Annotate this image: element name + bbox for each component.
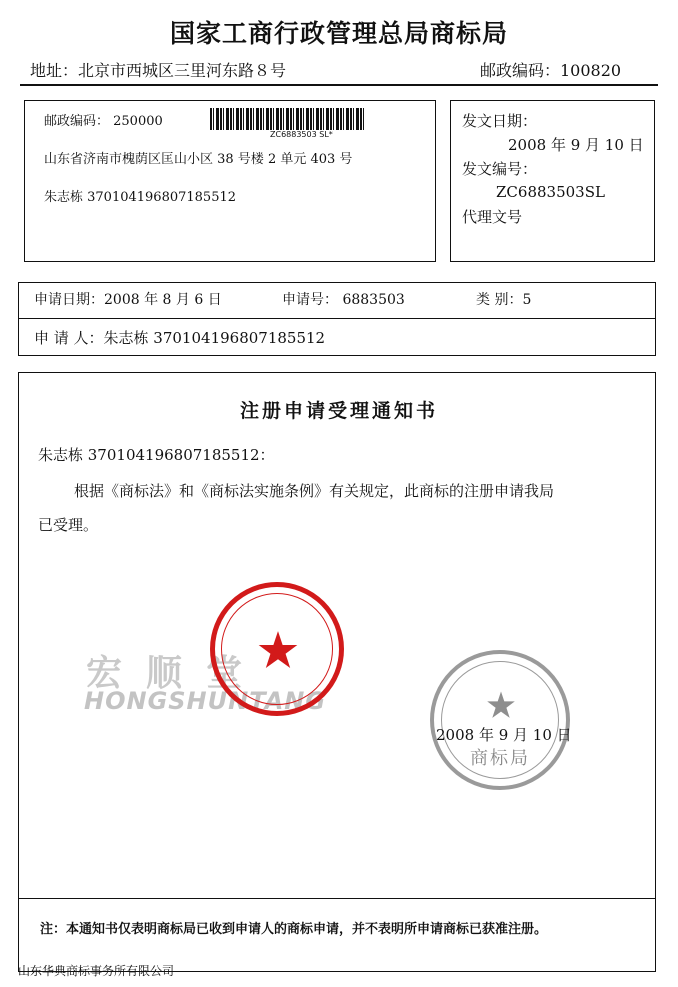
- dispatch-date-value: 2008 年 9 月 10 日: [508, 136, 644, 154]
- page-title: 国家工商行政管理总局商标局: [169, 19, 508, 48]
- notice-addressee: 朱志栋 370104196807185512：: [38, 446, 275, 464]
- recipient-address: 山东省济南市槐荫区匡山小区 38 号楼 2 单元 403 号: [44, 152, 353, 167]
- recipient-name: 朱志栋 370104196807185512: [44, 190, 237, 205]
- application-number: 申请号： 6883503: [282, 292, 405, 308]
- office-address: 地址：北京市西城区三里河东路８号: [30, 61, 287, 80]
- office-postcode: 邮政编码：100820: [480, 61, 622, 80]
- logo-chinese: 宏顺堂: [86, 652, 267, 694]
- notice-disclaimer: 注：本通知书仅表明商标局已收到申请人的商标申请，并不表明所申请商标已获准注册。: [40, 922, 548, 937]
- header-divider: [20, 84, 658, 86]
- barcode: [210, 108, 364, 130]
- trademark-seal-center-text: 商标局: [470, 748, 530, 769]
- notice-body-line1: 根据《商标法》和《商标法实施条例》有关规定，此商标的注册申请我局: [74, 482, 555, 500]
- dispatch-date-label: 发文日期：: [462, 112, 538, 130]
- application-date: 申请日期：2008 年 8 月 6 日: [34, 292, 222, 308]
- red-star-icon: [257, 629, 299, 671]
- stamp-date: 2008 年 9 月 10 日: [436, 726, 572, 744]
- trademark-office-seal: [430, 650, 570, 790]
- info-divider: [18, 318, 656, 319]
- agency-footer: 山东华典商标事务所有限公司: [18, 964, 175, 978]
- logo-english: HONGSHUNTANG: [84, 687, 327, 715]
- dispatch-number-label: 发文编号：: [462, 160, 538, 178]
- gray-star-icon: [486, 690, 516, 720]
- dispatch-number-value: ZC6883503SL: [496, 183, 605, 201]
- note-divider: [18, 898, 656, 899]
- application-class: 类 别：5: [476, 292, 532, 308]
- notice-title: 注册申请受理通知书: [239, 400, 438, 422]
- company-seal: [210, 582, 344, 716]
- applicant: 申 请 人：朱志栋 370104196807185512: [34, 329, 326, 347]
- notice-body-line2: 已受理。: [38, 516, 99, 534]
- recipient-postcode: 邮政编码： 250000: [44, 114, 163, 129]
- agent-ref-label: 代理文号: [462, 208, 523, 226]
- barcode-text: ZC6883503 SL*: [270, 130, 333, 139]
